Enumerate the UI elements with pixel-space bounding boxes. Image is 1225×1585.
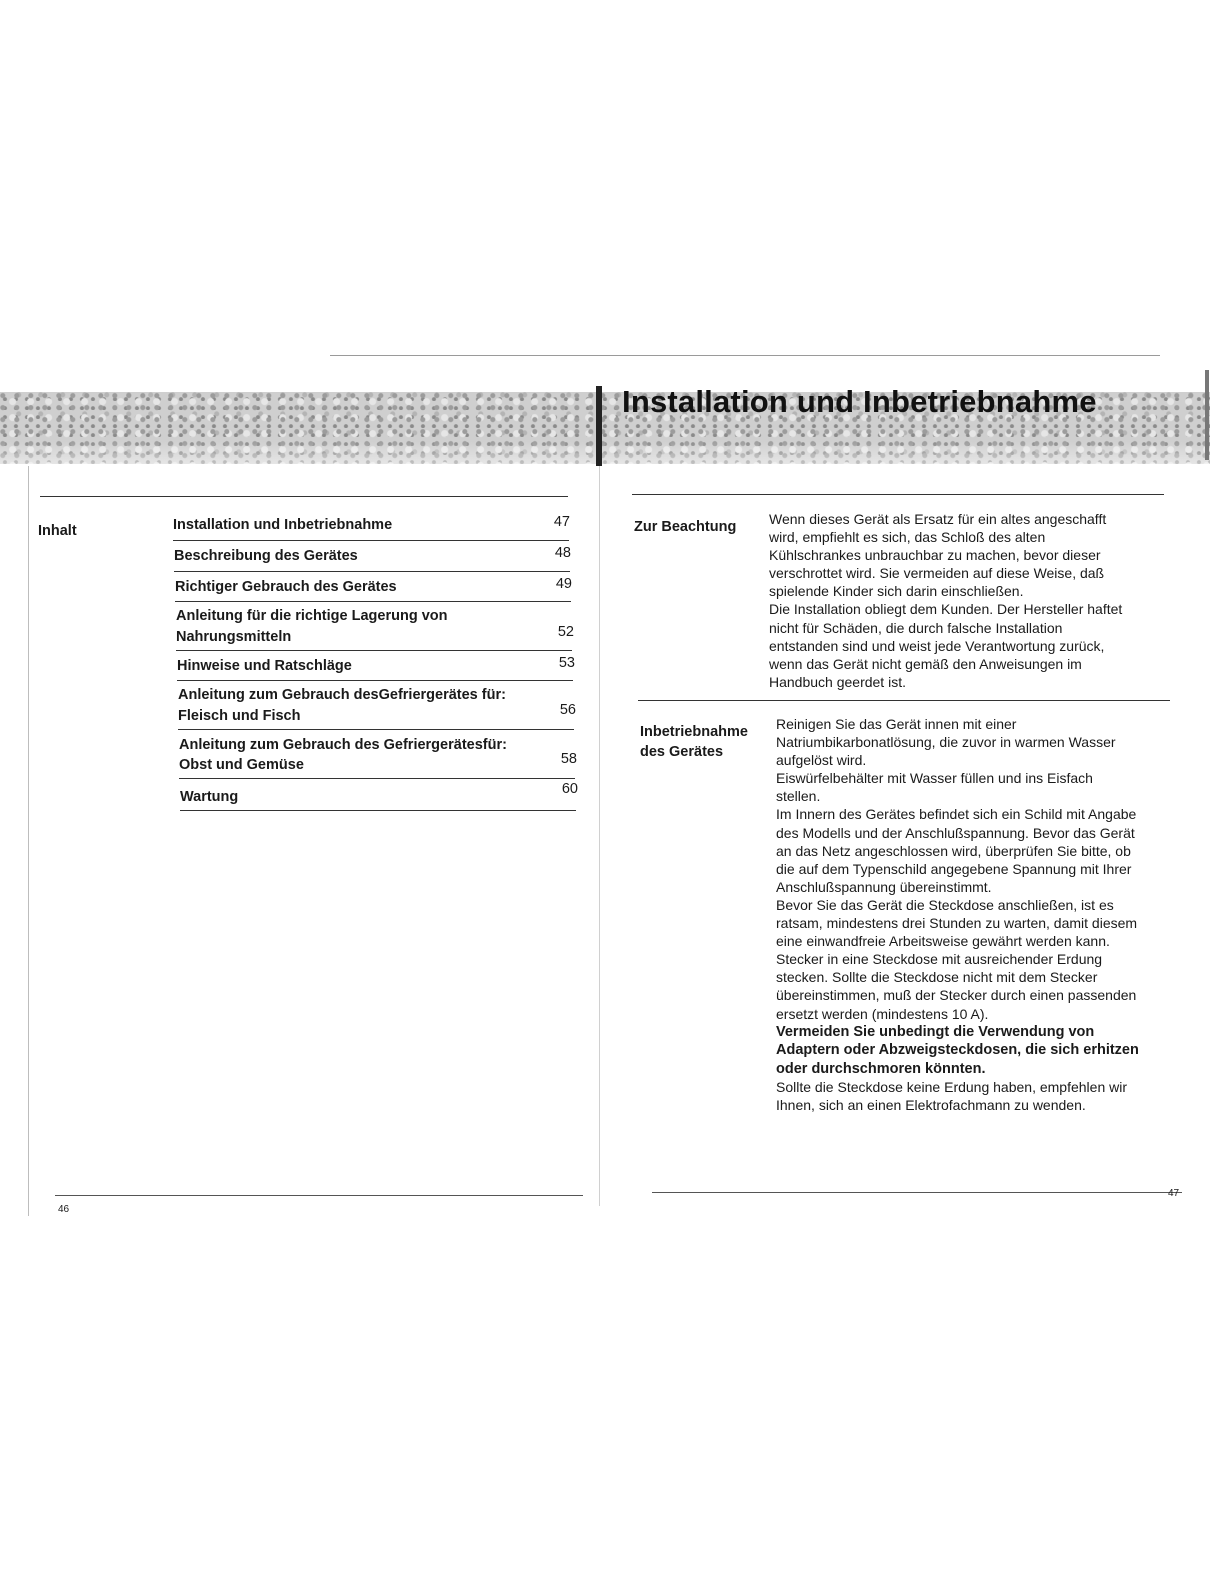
toc-item-page: 56 xyxy=(559,702,576,718)
section2-line: Natriumbikarbonatlösung, die zuvor in warmen Wasser xyxy=(776,734,1116,751)
section2-line: stecken. Sollte die Steckdose nicht mit dem Stecker xyxy=(776,969,1098,986)
toc-divider xyxy=(173,540,569,541)
section1-line: Handbuch geerdet ist. xyxy=(769,673,906,690)
section2-line: ratsam, mindestens drei Stunden zu warten, damit diesem xyxy=(776,915,1138,932)
toc-item-title: Anleitung zum Gebrauch des Gefriergerätesfür: xyxy=(179,737,507,753)
section1-line: spielende Kinder sich darin einschließen. xyxy=(769,583,1024,600)
section1-line: nicht für Schäden, die durch falsche Installation xyxy=(769,619,1063,636)
toc-divider xyxy=(174,571,570,572)
toc-divider xyxy=(176,650,572,651)
toc-top-rule xyxy=(40,496,568,497)
right-footer-rule xyxy=(652,1192,1182,1193)
section1-line: Wenn dieses Gerät als Ersatz für ein altes angeschafft xyxy=(769,511,1107,527)
section2-line: die auf dem Typenschild angegebene Spannung mit Ihrer xyxy=(776,860,1132,877)
section2-line: Eiswürfelbehälter mit Wasser füllen und ins Eisfach xyxy=(776,770,1093,787)
toc-item-title-line2: Fleisch und Fisch xyxy=(178,708,301,724)
toc-item-title-line2: Obst und Gemüse xyxy=(179,757,304,773)
section1-line: wenn das Gerät nicht gemäß den Anweisungen im xyxy=(769,655,1082,672)
section1-top-rule xyxy=(632,494,1164,495)
section1-line: wird, empfiehlt es sich, das Schloß des alten xyxy=(769,529,1046,546)
section2-top-rule xyxy=(638,700,1170,701)
section2-line: aufgelöst wird. xyxy=(776,752,867,769)
page-spine xyxy=(596,386,602,466)
warning-line: Vermeiden Sie unbedingt die Verwendung von xyxy=(776,1023,1095,1040)
section2-line: ersetzt werden (mindestens 10 A). xyxy=(776,1005,989,1022)
page-gutter xyxy=(599,466,600,1206)
left-page-number: 46 xyxy=(58,1204,70,1215)
right-page-number: 47 xyxy=(1168,1188,1180,1199)
section1-text xyxy=(769,510,1122,691)
section2-line: übereinstimmen, muß der Stecker durch einen passenden xyxy=(776,987,1137,1004)
warning-line: Adaptern oder Abzweigsteckdosen, die sich erhitzen xyxy=(776,1042,1139,1059)
toc-label: Inhalt xyxy=(38,523,77,539)
header-fade xyxy=(0,440,1210,468)
section2-line: des Modells und der Anschlußspannung. Bevor das Gerät xyxy=(776,824,1135,841)
right-page-edge xyxy=(1205,370,1209,460)
toc-item-title: Installation und Inbetriebnahme xyxy=(173,517,393,533)
section1-label: Zur Beachtung xyxy=(634,519,737,535)
top-rule xyxy=(330,355,1160,356)
toc-item-page: 48 xyxy=(554,545,571,561)
section2-line: stellen. xyxy=(776,788,821,805)
section2-line: Bevor Sie das Gerät die Steckdose anschließen, ist es xyxy=(776,896,1114,913)
section2-line: Stecker in eine Steckdose mit ausreichender Erdung xyxy=(776,951,1103,968)
section2-line: an das Netz angeschlossen wird, überprüfen Sie bitte, ob xyxy=(776,842,1131,859)
toc-item-page: 47 xyxy=(553,514,570,530)
section1-line: Die Installation obliegt dem Kunden. Der Hersteller haftet xyxy=(769,601,1123,618)
section1-line: Kühlschrankes unbrauchbar zu machen, bevor dieser xyxy=(769,547,1101,564)
warning-line: oder durchschmoren könnten. xyxy=(776,1060,986,1077)
section1-line: verschrottet wird. Sie vermeiden auf diese Weise, daß xyxy=(769,565,1105,582)
section2-label-line2: des Gerätes xyxy=(640,744,724,760)
left-page-edge xyxy=(28,466,29,1216)
section2-label xyxy=(640,722,748,762)
toc-bottom-rule xyxy=(180,810,576,811)
toc-divider xyxy=(177,680,573,681)
toc-item-title: Hinweise und Ratschläge xyxy=(177,658,352,674)
toc-item-title: Anleitung für die richtige Lagerung von xyxy=(176,608,448,624)
section2-line: Reinigen Sie das Gerät innen mit einer xyxy=(776,716,1017,732)
toc-divider xyxy=(178,729,574,730)
section2-line: Anschlußspannung übereinstimmt. xyxy=(776,878,992,895)
section1-line: entstanden sind und weist jede Verantwortung zurück, xyxy=(769,637,1105,654)
closing-line: Ihnen, sich an einen Elektrofachmann zu wenden. xyxy=(776,1097,1086,1114)
toc-item-title: Beschreibung des Gerätes xyxy=(174,548,358,564)
section2-text xyxy=(776,715,1139,1115)
closing-line: Sollte die Steckdose keine Erdung haben, empfehlen wir xyxy=(776,1079,1127,1096)
toc-item-title: Wartung xyxy=(180,789,239,805)
section2-line: eine einwandfreie Arbeitsweise gewährt werden kann. xyxy=(776,933,1110,950)
toc-item-page: 52 xyxy=(557,624,574,640)
page-title: Installation und Inbetriebnahme xyxy=(622,384,1097,419)
toc-item-page: 60 xyxy=(561,781,578,797)
section2-line: Im Innern des Gerätes befindet sich ein Schild mit Angabe xyxy=(776,806,1137,823)
toc-item-title: Richtiger Gebrauch des Gerätes xyxy=(175,579,397,595)
toc-item-page: 49 xyxy=(555,576,572,592)
section2-label-line1: Inbetriebnahme xyxy=(640,724,748,740)
toc-divider xyxy=(179,778,575,779)
toc-item-page: 58 xyxy=(560,751,577,767)
toc-item-page: 53 xyxy=(558,655,575,671)
toc-divider xyxy=(175,601,571,602)
toc-item-title: Anleitung zum Gebrauch desGefriergerätes für: xyxy=(178,687,506,703)
left-footer-rule xyxy=(55,1195,583,1196)
toc-item-title-line2: Nahrungsmitteln xyxy=(176,629,292,645)
